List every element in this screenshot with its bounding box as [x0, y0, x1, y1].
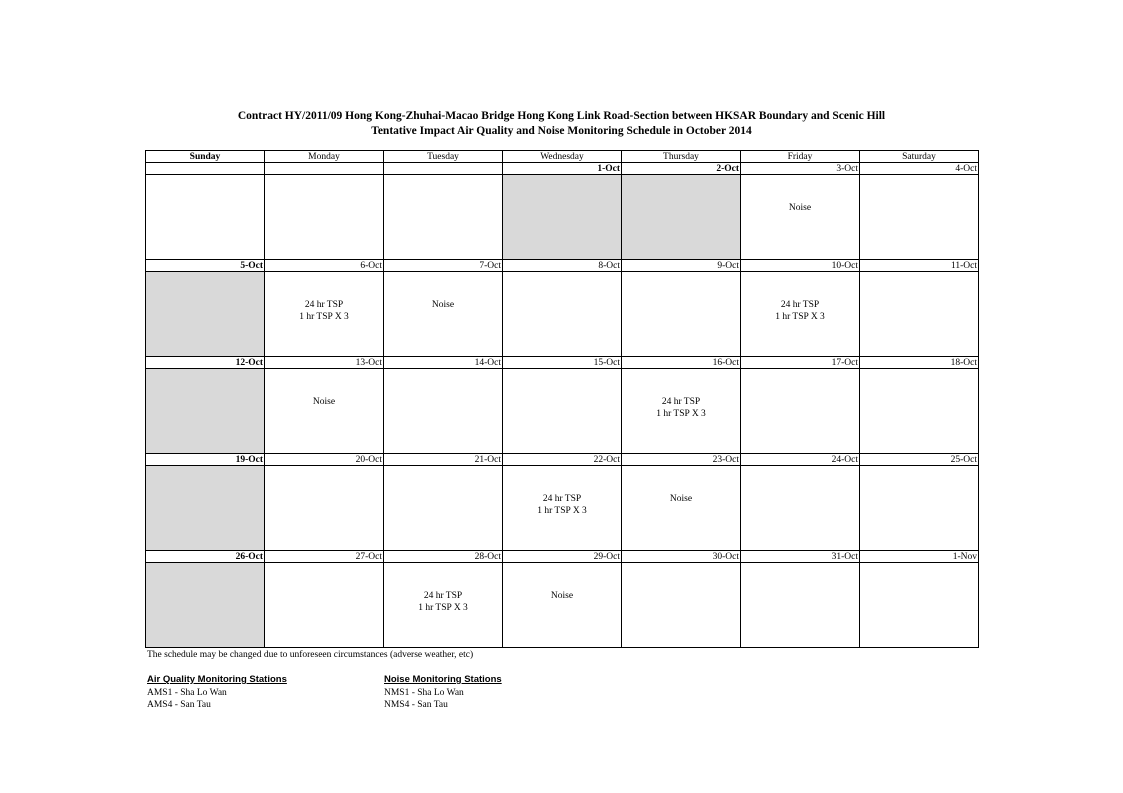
document-title: Contract HY/2011/09 Hong Kong-Zhuhai-Macao Bridge Hong Kong Link Road-Section between HKSAR Boundary and Scenic Hill: [237, 110, 886, 122]
day-cell: [622, 466, 741, 551]
date-label: 13-Oct: [265, 357, 384, 369]
monitoring-events: [265, 299, 383, 323]
day-cell: [146, 369, 265, 454]
date-label: 15-Oct: [503, 357, 622, 369]
day-cell: [384, 466, 503, 551]
day-cell: [384, 175, 503, 260]
monitoring-event: 24 hr TSP: [661, 397, 701, 407]
station-item: NMS4 - San Tau: [384, 700, 448, 710]
events-row: [146, 369, 979, 454]
monitoring-event: 1 hr TSP X 3: [775, 312, 825, 322]
date-label: 10-Oct: [741, 260, 860, 272]
schedule-subtitle: Tentative Impact Air Quality and Noise Monitoring Schedule in October 2014: [371, 125, 752, 137]
day-cell: [860, 466, 979, 551]
date-label: [384, 163, 503, 175]
date-label: 21-Oct: [384, 454, 503, 466]
monitoring-events: [622, 396, 740, 420]
monitoring-event: 24 hr TSP: [304, 300, 344, 310]
date-label: 9-Oct: [622, 260, 741, 272]
day-cell: [384, 563, 503, 648]
events-row: [146, 466, 979, 551]
date-label: 6-Oct: [265, 260, 384, 272]
monitoring-event: 1 hr TSP X 3: [299, 312, 349, 322]
day-cell: [503, 272, 622, 357]
monitoring-event: 1 hr TSP X 3: [656, 409, 706, 419]
date-label: 8-Oct: [503, 260, 622, 272]
day-cell: [265, 175, 384, 260]
date-label: [146, 163, 265, 175]
day-cell: [860, 369, 979, 454]
day-cell: [860, 272, 979, 357]
day-cell: [503, 175, 622, 260]
day-cell: [384, 369, 503, 454]
monitoring-event: Noise: [312, 397, 336, 407]
day-cell: [146, 272, 265, 357]
weekday-header: Sunday: [146, 151, 265, 163]
air-quality-stations: [147, 674, 287, 711]
date-label: 17-Oct: [741, 357, 860, 369]
air-stations-heading: Air Quality Monitoring Stations: [147, 674, 287, 685]
calendar-body: [146, 163, 979, 648]
weekday-header: Monday: [265, 151, 384, 163]
date-label: 1-Nov: [860, 551, 979, 563]
date-label: 16-Oct: [622, 357, 741, 369]
events-row: [146, 563, 979, 648]
weekday-header: Friday: [741, 151, 860, 163]
date-label: 30-Oct: [622, 551, 741, 563]
monitoring-event: 24 hr TSP: [780, 300, 820, 310]
monitoring-events: [503, 590, 621, 602]
weekday-header: Saturday: [860, 151, 979, 163]
date-label: 11-Oct: [860, 260, 979, 272]
date-label: 29-Oct: [503, 551, 622, 563]
day-cell: [265, 563, 384, 648]
date-label: 20-Oct: [265, 454, 384, 466]
date-label: 26-Oct: [146, 551, 265, 563]
station-item: AMS1 - Sha Lo Wan: [147, 688, 227, 698]
weekday-header: Tuesday: [384, 151, 503, 163]
monitoring-event: Noise: [431, 300, 455, 310]
day-cell: [146, 175, 265, 260]
schedule-note: The schedule may be changed due to unforeseen circumstances (adverse weather, etc): [147, 650, 474, 660]
monitoring-event: 1 hr TSP X 3: [537, 506, 587, 516]
monitoring-events: [503, 493, 621, 517]
day-cell: [622, 175, 741, 260]
day-cell: [503, 466, 622, 551]
day-cell: [741, 175, 860, 260]
weekday-header: Thursday: [622, 151, 741, 163]
date-label: 4-Oct: [860, 163, 979, 175]
events-row: [146, 272, 979, 357]
noise-stations-heading: Noise Monitoring Stations: [384, 674, 502, 685]
date-label: 28-Oct: [384, 551, 503, 563]
date-label: 5-Oct: [146, 260, 265, 272]
monitoring-event: 24 hr TSP: [542, 494, 582, 504]
monitoring-events: [384, 299, 502, 311]
date-label: 31-Oct: [741, 551, 860, 563]
monitoring-event: 24 hr TSP: [423, 591, 463, 601]
monitoring-events: [741, 202, 859, 214]
date-label: 22-Oct: [503, 454, 622, 466]
day-cell: [503, 563, 622, 648]
events-row: [146, 175, 979, 260]
day-cell: [146, 563, 265, 648]
date-label: 23-Oct: [622, 454, 741, 466]
day-cell: [622, 563, 741, 648]
noise-stations: [384, 674, 502, 711]
monitoring-events: [384, 590, 502, 614]
monitoring-event: Noise: [669, 494, 693, 504]
date-label: 24-Oct: [741, 454, 860, 466]
monitoring-event: Noise: [550, 591, 574, 601]
date-label: 19-Oct: [146, 454, 265, 466]
monitoring-events: [622, 493, 740, 505]
date-row: [146, 551, 979, 563]
monitoring-event: 1 hr TSP X 3: [418, 603, 468, 613]
day-cell: [622, 369, 741, 454]
date-label: 18-Oct: [860, 357, 979, 369]
day-cell: [741, 466, 860, 551]
date-label: 12-Oct: [146, 357, 265, 369]
monitoring-event: Noise: [788, 203, 812, 213]
monitoring-events: [741, 299, 859, 323]
monitoring-events: [265, 396, 383, 408]
station-item: AMS4 - San Tau: [147, 700, 211, 710]
day-cell: [265, 272, 384, 357]
date-label: 3-Oct: [741, 163, 860, 175]
date-label: 2-Oct: [622, 163, 741, 175]
date-label: [265, 163, 384, 175]
date-label: 25-Oct: [860, 454, 979, 466]
weekday-header-row: [146, 151, 979, 163]
weekday-header: Wednesday: [503, 151, 622, 163]
date-row: [146, 260, 979, 272]
day-cell: [741, 272, 860, 357]
date-row: [146, 163, 979, 175]
day-cell: [384, 272, 503, 357]
day-cell: [860, 175, 979, 260]
day-cell: [741, 369, 860, 454]
day-cell: [146, 466, 265, 551]
day-cell: [741, 563, 860, 648]
date-label: 7-Oct: [384, 260, 503, 272]
day-cell: [265, 466, 384, 551]
day-cell: [622, 272, 741, 357]
day-cell: [503, 369, 622, 454]
date-row: [146, 357, 979, 369]
date-label: 1-Oct: [503, 163, 622, 175]
station-item: NMS1 - Sha Lo Wan: [384, 688, 464, 698]
date-label: 27-Oct: [265, 551, 384, 563]
date-row: [146, 454, 979, 466]
date-label: 14-Oct: [384, 357, 503, 369]
day-cell: [860, 563, 979, 648]
monitoring-calendar: [145, 150, 979, 648]
day-cell: [265, 369, 384, 454]
